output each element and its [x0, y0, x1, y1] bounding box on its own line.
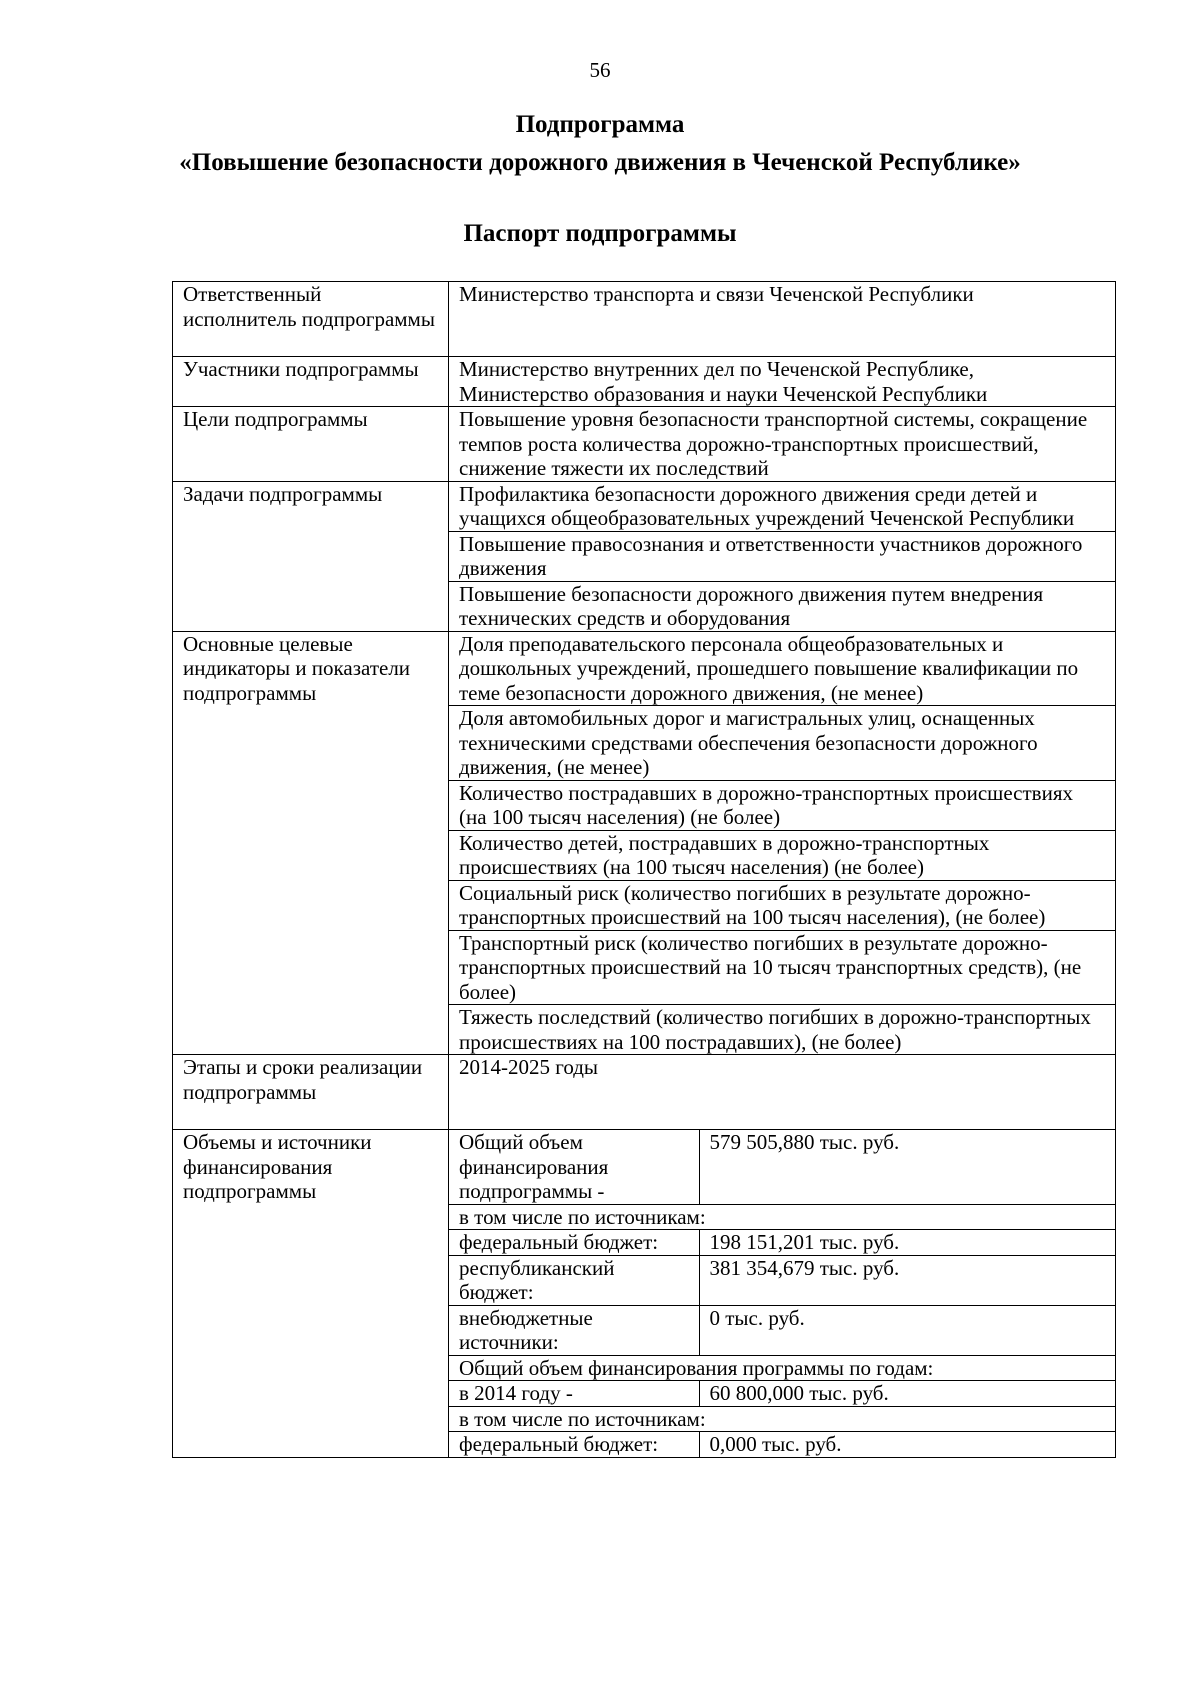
row-funding: [173, 1130, 1116, 1458]
tasks-label: Задачи подпрограммы: [173, 481, 449, 631]
extrabudget-label: внебюджетные источники:: [449, 1305, 699, 1355]
republic-value: 381 354,679 тыс. руб.: [699, 1255, 1115, 1305]
task-item: Повышение правосознания и ответственности участников дорожного движения: [449, 531, 1116, 581]
task-item: Повышение безопасности дорожного движения путем внедрения технических средств и оборудования: [449, 581, 1116, 631]
total-funding-label: Общий объем финансирования подпрограммы -: [449, 1130, 699, 1204]
extrabudget-value: 0 тыс. руб.: [699, 1305, 1115, 1355]
federal-2014-label: федеральный бюджет:: [449, 1432, 699, 1457]
executor-label: Ответственный исполнитель подпрограммы: [173, 282, 449, 357]
by-years-label: Общий объем финансирования программы по годам:: [449, 1355, 1115, 1381]
indicator-item: Доля автомобильных дорог и магистральных улиц, оснащенных техническими средствами обеспечения безопасности дорожного движения, (не менее): [449, 706, 1116, 781]
subprogram-title: «Повышение безопасности дорожного движения в Чеченской Республике»: [179, 149, 1021, 176]
task-item: Профилактика безопасности дорожного движения среди детей и учащихся общеобразовательных учреждений Чеченской Республики: [449, 481, 1116, 531]
indicator-item: Количество пострадавших в дорожно-транспортных происшествиях (на 100 тысяч населения) (не более): [449, 780, 1116, 830]
passport-table: [172, 281, 1116, 1458]
indicator-item: Доля преподавательского персонала общеобразовательных и дошкольных учреждений, прошедшего повышение квалификации по теме безопасности дорожного движения, (не менее): [449, 631, 1116, 706]
indicators-label: Основные целевые индикаторы и показатели подпрограммы: [173, 631, 449, 1055]
goals-value: Повышение уровня безопасности транспортной системы, сокращение темпов роста количества дорожно-транспортных происшествий, снижение тяжести их последствий: [449, 407, 1116, 482]
row-tasks: [173, 481, 1116, 531]
row-participants: [173, 357, 1116, 407]
subprogram-heading: Подпрограмма: [515, 111, 685, 138]
indicator-item: Количество детей, пострадавших в дорожно-транспортных происшествиях (на 100 тысяч населения) (не более): [449, 830, 1116, 880]
row-goals: [173, 407, 1116, 482]
sources-label: в том числе по источникам:: [449, 1204, 1115, 1230]
indicator-item: Тяжесть последствий (количество погибших в дорожно-транспортных происшествиях на 100 пострадавших), (не более): [449, 1005, 1116, 1055]
total-funding-value: 579 505,880 тыс. руб.: [699, 1130, 1115, 1204]
row-stages: [173, 1055, 1116, 1130]
year-2014-label: в 2014 году -: [449, 1381, 699, 1407]
federal-value: 198 151,201 тыс. руб.: [699, 1230, 1115, 1256]
indicator-item: Социальный риск (количество погибших в результате дорожно-транспортных происшествий на 100 тысяч населения), (не более): [449, 880, 1116, 930]
funding-table: [449, 1130, 1115, 1457]
participants-value: Министерство внутренних дел по Чеченской Республике, Министерство образования и науки Чеченской Республики: [449, 357, 1116, 407]
republic-label: республиканский бюджет:: [449, 1255, 699, 1305]
stages-value: 2014-2025 годы: [449, 1055, 1116, 1130]
sources-label-2014: в том числе по источникам:: [449, 1406, 1115, 1432]
participants-label: Участники подпрограммы: [173, 357, 449, 407]
executor-value: Министерство транспорта и связи Чеченской Республики: [449, 282, 1116, 357]
federal-label: федеральный бюджет:: [449, 1230, 699, 1256]
stages-label: Этапы и сроки реализации подпрограммы: [173, 1055, 449, 1130]
indicator-item: Транспортный риск (количество погибших в результате дорожно-транспортных происшествий на 10 тысяч транспортных средств), (не более): [449, 930, 1116, 1005]
row-executor: [173, 282, 1116, 357]
row-indicators: [173, 631, 1116, 706]
year-2014-value: 60 800,000 тыс. руб.: [699, 1381, 1115, 1407]
passport-heading: Паспорт подпрограммы: [463, 220, 737, 247]
funding-cell: [449, 1130, 1116, 1458]
federal-2014-value: 0,000 тыс. руб.: [709, 1432, 842, 1456]
page-number: 56: [589, 58, 611, 82]
funding-label: Объемы и источники финансирования подпрограммы: [173, 1130, 449, 1458]
goals-label: Цели подпрограммы: [173, 407, 449, 482]
